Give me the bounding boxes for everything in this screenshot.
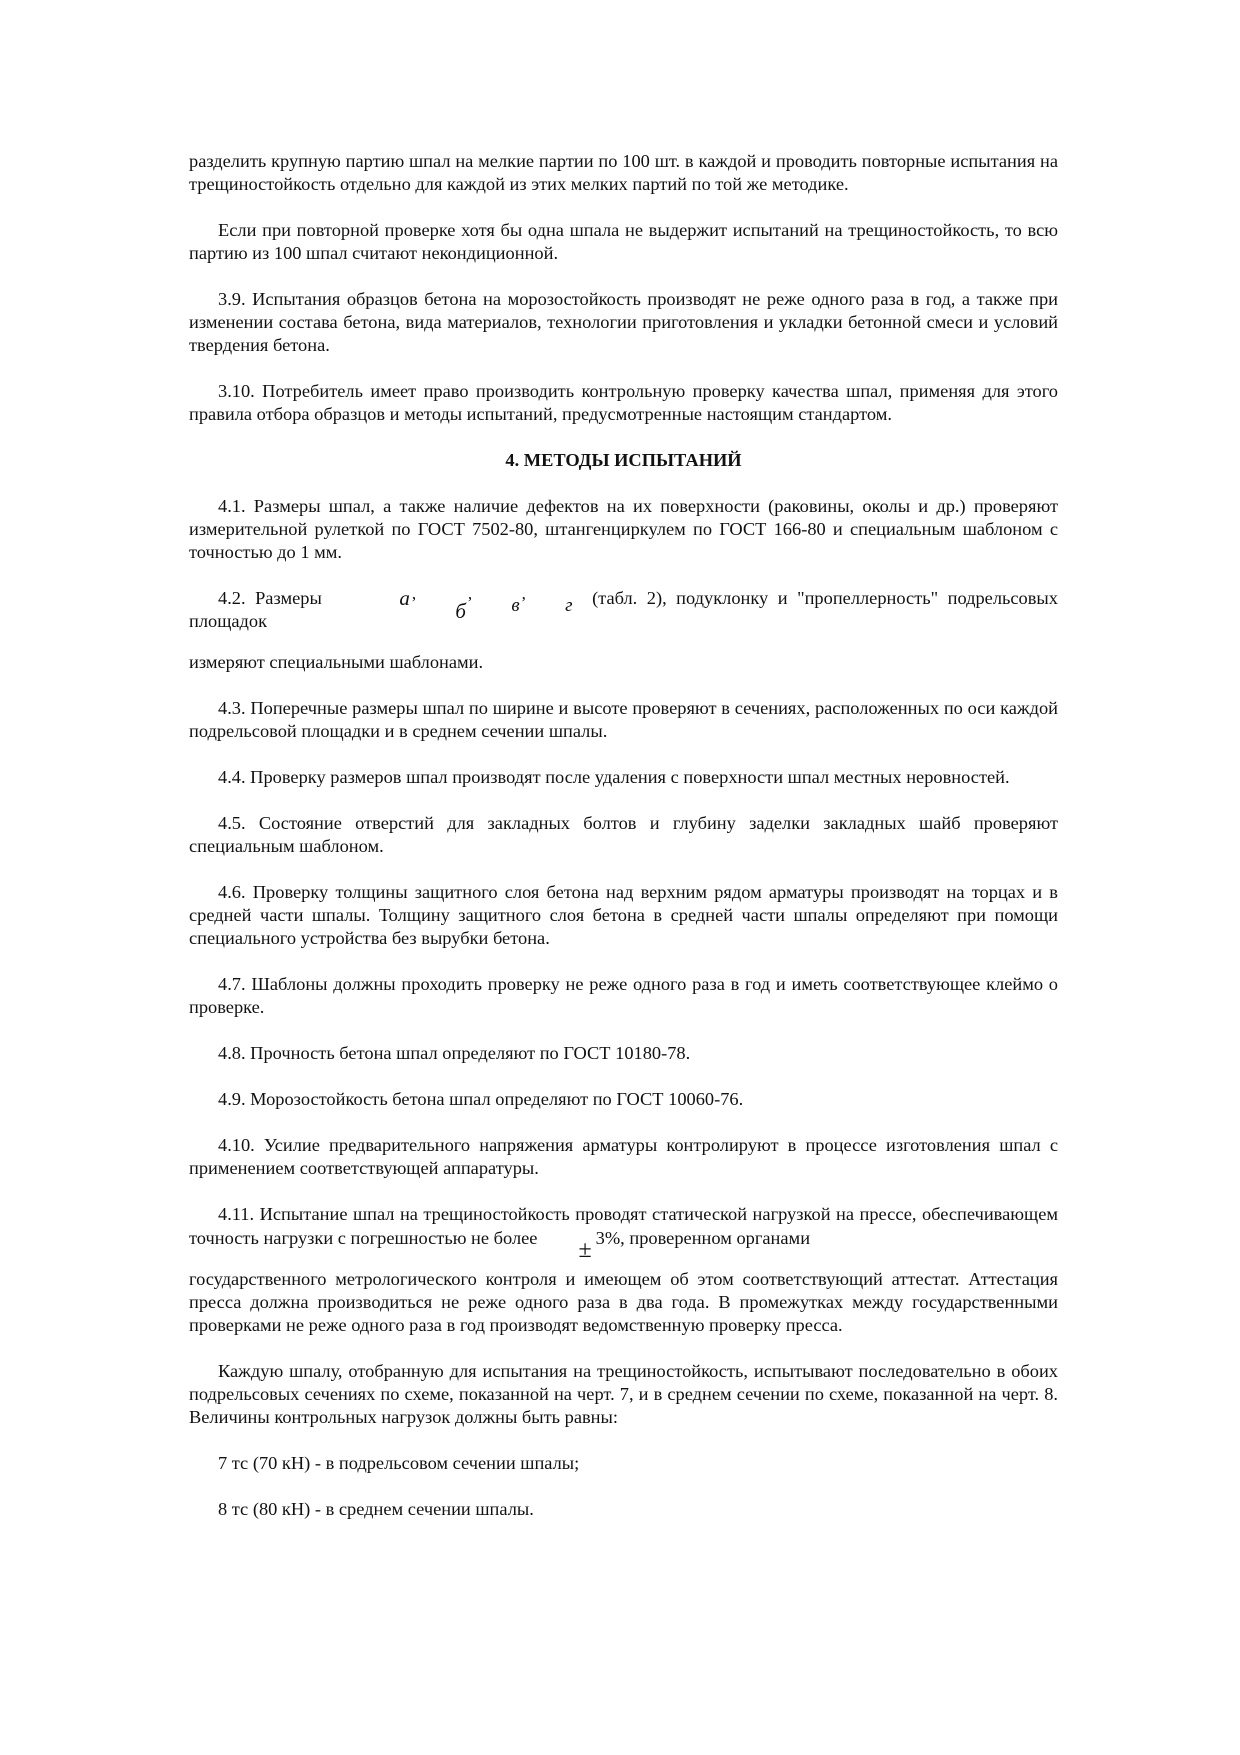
paragraph-repeat-check: Если при повторной проверке хотя бы одна шпала не выдержит испытаний на трещиностойкость, то всю партию из 100 шпал считают некондиционной. — [189, 220, 1058, 263]
paragraph-4-10: 4.10. Усилие предварительного напряжения арматуры контролируют в процессе изготовления шпал с применением соответствующей аппаратуры. — [189, 1135, 1058, 1178]
dimension-symbols: а , б, в, г — [341, 587, 572, 610]
paragraph-4-2-before: 4.2. Размеры — [218, 588, 322, 608]
paragraph-3-10: 3.10. Потребитель имеет право производить контрольную проверку качества шпал, применяя для этого правила отбора образцов и методы испытаний, предусмотренные настоящим стандартом. — [189, 381, 1058, 424]
plus-minus-symbol: ± — [578, 1237, 592, 1263]
paragraph-4-7: 4.7. Шаблоны должны проходить проверку не реже одного раза в год и иметь соответствующее клеймо о проверке. — [189, 974, 1058, 1017]
symbol-a: а — [399, 586, 410, 610]
paragraph-4-9: 4.9. Морозостойкость бетона шпал определяют по ГОСТ 10060-76. — [218, 1089, 744, 1109]
paragraph-4-2-continuation: измеряют специальными шаблонами. — [189, 652, 484, 672]
paragraph-4-5: 4.5. Состояние отверстий для закладных болтов и глубину заделки закладных шайб проверяют специальным шаблоном. — [189, 813, 1058, 856]
paragraph-4-1: 4.1. Размеры шпал, а также наличие дефектов на их поверхности (раковины, околы и др.) проверяют измерительной рулеткой по ГОСТ 7502-80, штангенциркулем по ГОСТ 166-80 и специальным шаблоном с точностью до 1 мм. — [189, 496, 1058, 562]
paragraph-4-8: 4.8. Прочность бетона шпал определяют по ГОСТ 10180-78. — [218, 1043, 691, 1063]
section-heading: 4. МЕТОДЫ ИСПЫТАНИЙ — [505, 450, 742, 470]
paragraph-4-3: 4.3. Поперечные размеры шпал по ширине и высоте проверяют в сечениях, расположенных по оси каждой подрельсовой площадки и в среднем сечении шпалы. — [189, 698, 1058, 741]
paragraph-continuation: разделить крупную партию шпал на мелкие партии по 100 шт. в каждой и проводить повторные испытания на трещиностойкость отдельно для каждой из этих мелких партий по той же методике. — [189, 151, 1058, 194]
paragraph-3-9: 3.9. Испытания образцов бетона на морозостойкость производят не реже одного раза в год, а также при изменении состава бетона, вида материалов, технологии приготовления и укладки бетонной смеси и условий твердения бетона. — [189, 289, 1058, 355]
paragraph-4-2-after: (табл. 2), подуклонку и "пропеллерность" подрельсовых площадок — [189, 588, 1058, 631]
paragraph-4-6: 4.6. Проверку толщины защитного слоя бетона над верхним рядом арматуры производят на торцах и в средней части шпалы. Толщину защитного слоя бетона в средней части шпалы определяют при помощи специального устройства без вырубки бетона. — [189, 882, 1058, 948]
symbol-g: г — [565, 595, 573, 616]
document-page — [189, 150, 1058, 1544]
paragraph-4-2 — [189, 584, 1058, 633]
paragraph-each-sleeper: Каждую шпалу, отобранную для испытания на трещиностойкость, испытывают последовательно в обоих подрельсовых сечениях по схеме, показанной на черт. 7, и в среднем сечении по схеме, показанной на черт. 8. Величины контрольных нагрузок должны быть равны: — [189, 1361, 1058, 1427]
paragraph-4-11-continuation: государственного метрологического контроля и имеющем об этом соответствующий аттестат. Аттестация пресса должна производиться не реже одного раза в два года. В промежутках между государственными проверками не реже одного раза в год производят ведомственную проверку пресса. — [189, 1269, 1058, 1335]
paragraph-4-4: 4.4. Проверку размеров шпал производят после удаления с поверхности шпал местных неровностей. — [218, 767, 1010, 787]
paragraph-4-11 — [189, 1203, 1058, 1263]
symbol-b: б — [455, 599, 466, 623]
paragraph-4-11-after: 3%, проверенном органами — [595, 1228, 811, 1248]
load-middle-section: 8 тс (80 кН) - в среднем сечении шпалы. — [218, 1499, 534, 1519]
load-rail-section: 7 тс (70 кН) - в подрельсовом сечении шпалы; — [218, 1453, 580, 1473]
paragraph-4-11-before: 4.11. Испытание шпал на трещиностойкость проводят статической нагрузкой на прессе, обеспечивающем точность нагрузки с погрешностью не более — [189, 1204, 1058, 1248]
symbol-v: в — [511, 595, 520, 616]
